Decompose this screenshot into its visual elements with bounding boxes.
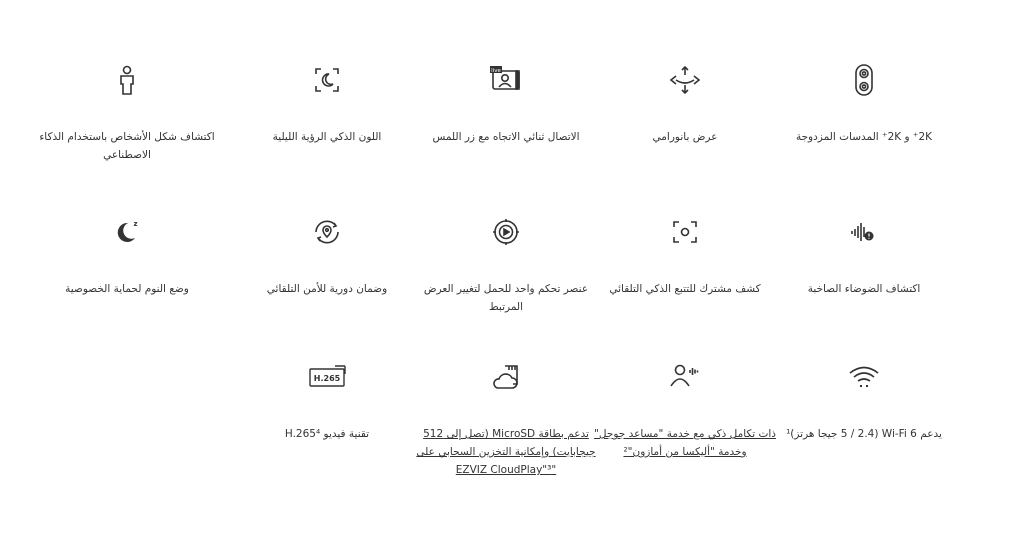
feature-h265: [227, 357, 427, 443]
feature-person-detection: [27, 60, 227, 164]
sound-detection-icon: [844, 212, 884, 252]
storage-cloud-icon: [486, 357, 526, 397]
feature-two-way-talk: [406, 60, 606, 146]
voice-assistant-link[interactable]: ذات تكامل ذكي مع خدمة "مساعد جوجل" وخدمة "أليكسا من أمازون"²: [594, 428, 776, 458]
feature-label: وضمان دورية للأمن التلقائي: [266, 283, 388, 295]
feature-voice-assistant[interactable]: [585, 357, 785, 461]
auto-tracking-icon: [665, 212, 705, 252]
feature-label: عرض بانورامي: [652, 131, 718, 143]
feature-label: وضع النوم لحماية الخصوصية: [65, 283, 189, 295]
smart-night-vision-icon: [307, 60, 347, 100]
feature-night-vision: [227, 60, 427, 146]
linked-view-icon: [486, 212, 526, 252]
feature-label: اللون الذكي الرؤية الليلية: [272, 131, 382, 143]
feature-label: عنصر تحكم واحد للحمل لتغيير العرض المرتبط: [423, 283, 589, 313]
feature-panorama: [585, 60, 785, 146]
feature-sleep-mode: [27, 212, 227, 298]
live-video-call-icon: [486, 60, 526, 100]
svg-text:z: z: [133, 220, 138, 228]
sleep-mode-icon: [107, 212, 147, 252]
feature-linked-view: [406, 212, 606, 316]
svg-text:H.265: H.265: [313, 374, 341, 383]
feature-label: اكتشاف شكل الأشخاص باستخدام الذكاء الاصطناعي: [39, 131, 215, 161]
dual-lens-camera-icon: [844, 60, 884, 100]
feature-label: يدعم Wi-Fi 6 (5 / 2.4 جيجا هرتز)¹: [786, 428, 942, 440]
feature-dual-lens: [764, 60, 964, 146]
feature-label: الاتصال ثنائي الاتجاه مع زر اللمس: [432, 131, 580, 143]
voice-assistant-icon: [665, 357, 705, 397]
person-detection-icon: [107, 60, 147, 100]
wifi6-icon: [844, 357, 884, 397]
feature-label: كشف مشترك للتتبع الذكي التلقائي: [609, 283, 761, 295]
panorama-rotate-icon: [665, 60, 705, 100]
feature-label: تقنية فيديو H.265⁴: [284, 428, 370, 440]
svg-text:live: live: [491, 67, 501, 74]
feature-auto-tracking: [585, 212, 785, 298]
feature-label: اكتشاف الضوضاء الصاخبة: [807, 283, 921, 295]
feature-wifi6: [764, 357, 964, 443]
auto-patrol-icon: [307, 212, 347, 252]
feature-auto-patrol: [227, 212, 427, 298]
feature-label: 2K⁺ و 2K⁺ المدسات المزدوجة: [795, 131, 933, 143]
storage-link[interactable]: تدعم بطاقة MicroSD (تصل إلى 512 جيجابايت) وإمكانية التخزين السحابي على "EZVIZ CloudPlay"³: [416, 428, 596, 476]
h265-codec-icon: [307, 357, 347, 397]
feature-storage[interactable]: [406, 357, 606, 479]
feature-sound-detection: [764, 212, 964, 298]
